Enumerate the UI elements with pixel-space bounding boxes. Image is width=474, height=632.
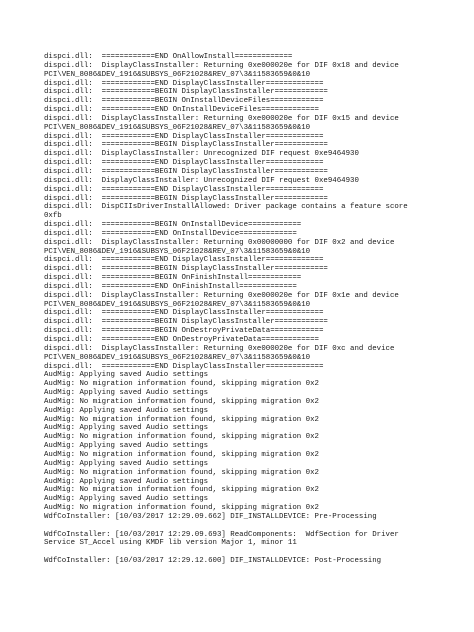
log-line: Service ST_Accel using KMDF lib version Major 1, minor 11 xyxy=(44,539,297,548)
log-line: dispci.dll: ============END DisplayClassInstaller============= xyxy=(44,309,324,318)
log-line: AudMig: Applying saved Audio settings xyxy=(44,424,209,433)
log-line: AudMig: No migration information found, skipping migration 0x2 xyxy=(44,486,319,495)
log-line: dispci.dll: ============END DisplayClassInstaller============= xyxy=(44,185,324,194)
log-line: dispci.dll: ============BEGIN OnFinishInstall============ xyxy=(44,274,302,283)
log-line: dispci.dll: DisplayClassInstaller: Returning 0xe000020e for DIF 0x15 and device xyxy=(44,114,399,123)
log-line: dispci.dll: ============END OnInstallDevice============= xyxy=(44,229,297,238)
log-line: dispci.dll: ============END DisplayClassInstaller============= xyxy=(44,159,324,168)
log-line: AudMig: No migration information found, skipping migration 0x2 xyxy=(44,415,319,424)
log-line: AudMig: No migration information found, skipping migration 0x2 xyxy=(44,504,319,513)
log-line: dispci.dll: ============END OnAllowInstall============= xyxy=(44,53,293,61)
log-line: dispci.dll: ============BEGIN DisplayClassInstaller============ xyxy=(44,194,328,203)
log-line: dispci.dll: ============END DisplayClassInstaller============= xyxy=(44,256,324,265)
log-line: AudMig: No migration information found, skipping migration 0x2 xyxy=(44,468,319,477)
log-line: AudMig: Applying saved Audio settings xyxy=(44,389,209,398)
log-line xyxy=(44,522,469,531)
log-line: 0xfb xyxy=(44,212,62,221)
log-line: dispci.dll: ============BEGIN DisplayClassInstaller============ xyxy=(44,88,328,97)
log-line: PCI\VEN_8086&DEV_1916&SUBSYS_06F21028&REV_07\3&11583659&0&10 xyxy=(44,70,311,79)
log-line: AudMig: Applying saved Audio settings xyxy=(44,406,209,415)
log-line: AudMig: No migration information found, skipping migration 0x2 xyxy=(44,380,319,389)
log-line: WdfCoInstaller: [10/03/2017 12:29.09.693] ReadComponents: WdfSection for Driver xyxy=(44,530,399,539)
log-line: PCI\VEN_8086&DEV_1916&SUBSYS_06F21028&REV_07\3&11583659&0&10 xyxy=(44,123,311,132)
log-line: PCI\VEN_8086&DEV_1916&SUBSYS_06F21028&REV_07\3&11583659&0&10 xyxy=(44,353,311,362)
log-line: dispci.dll: ============BEGIN OnInstallDevice============ xyxy=(44,221,302,230)
log-line: AudMig: No migration information found, skipping migration 0x2 xyxy=(44,397,319,406)
log-line: AudMig: Applying saved Audio settings xyxy=(44,442,209,451)
log-line: dispci.dll: ============END DisplayClassInstaller============= xyxy=(44,79,324,88)
log-line: dispci.dll: DisplayClassInstaller: Unrecognized DIF request 0xe9464930 xyxy=(44,150,359,159)
log-line: WdfCoInstaller: [10/03/2017 12:29.12.600] DIF_INSTALLDEVICE: Post-Processing xyxy=(44,557,382,566)
log-line: AudMig: Applying saved Audio settings xyxy=(44,495,209,504)
log-line: dispci.dll: ============END OnInstallDeviceFiles============= xyxy=(44,106,319,115)
log-line xyxy=(44,548,469,557)
log-line: dispci.dll: ============BEGIN OnInstallDeviceFiles============ xyxy=(44,97,324,106)
log-line: dispci.dll: DisplayClassInstaller: Unrecognized DIF request 0xe9464930 xyxy=(44,176,359,185)
log-line: dispci.dll: DispCIIsDriverInstallAllowed: Driver package contains a feature score xyxy=(44,203,408,212)
log-line: dispci.dll: ============BEGIN DisplayClassInstaller============ xyxy=(44,265,328,274)
log-line: AudMig: Applying saved Audio settings xyxy=(44,371,209,380)
log-line: dispci.dll: DisplayClassInstaller: Returning 0x00000000 for DIF 0x2 and device xyxy=(44,238,395,247)
log-line: AudMig: No migration information found, skipping migration 0x2 xyxy=(44,433,319,442)
log-line: dispci.dll: ============END DisplayClassInstaller============= xyxy=(44,362,324,371)
log-line: PCI\VEN_8086&DEV_1916&SUBSYS_06F21028&REV_07\3&11583659&0&10 xyxy=(44,247,311,256)
log-line: AudMig: No migration information found, skipping migration 0x2 xyxy=(44,450,319,459)
log-line: dispci.dll: DisplayClassInstaller: Returning 0xe000020e for DIF 0x1e and device xyxy=(44,291,399,300)
log-line: dispci.dll: ============BEGIN OnDestroyPrivateData============ xyxy=(44,327,324,336)
log-line: dispci.dll: ============BEGIN DisplayClassInstaller============ xyxy=(44,167,328,176)
log-line: PCI\VEN_8086&DEV_1916&SUBSYS_06F21028&REV_07\3&11583659&0&10 xyxy=(44,300,311,309)
log-line: dispci.dll: ============BEGIN DisplayClassInstaller============ xyxy=(44,141,328,150)
log-line: dispci.dll: ============END DisplayClassInstaller============= xyxy=(44,132,324,141)
log-line: dispci.dll: DisplayClassInstaller: Returning 0xe000020e for DIF 0x18 and device xyxy=(44,61,399,70)
log-line: dispci.dll: ============BEGIN DisplayClassInstaller============ xyxy=(44,318,328,327)
log-line: dispci.dll: DisplayClassInstaller: Returning 0xe000020e for DIF 0xc and device xyxy=(44,344,395,353)
log-text-block xyxy=(44,53,469,566)
log-line: dispci.dll: ============END OnDestroyPrivateData============= xyxy=(44,336,319,344)
log-line: dispci.dll: ============END OnFinishInstall============= xyxy=(44,282,297,291)
log-line: WdfCoInstaller: [10/03/2017 12:29.09.662] DIF_INSTALLDEVICE: Pre-Processing xyxy=(44,512,377,521)
log-line: AudMig: Applying saved Audio settings xyxy=(44,459,209,468)
log-line: AudMig: Applying saved Audio settings xyxy=(44,477,209,486)
